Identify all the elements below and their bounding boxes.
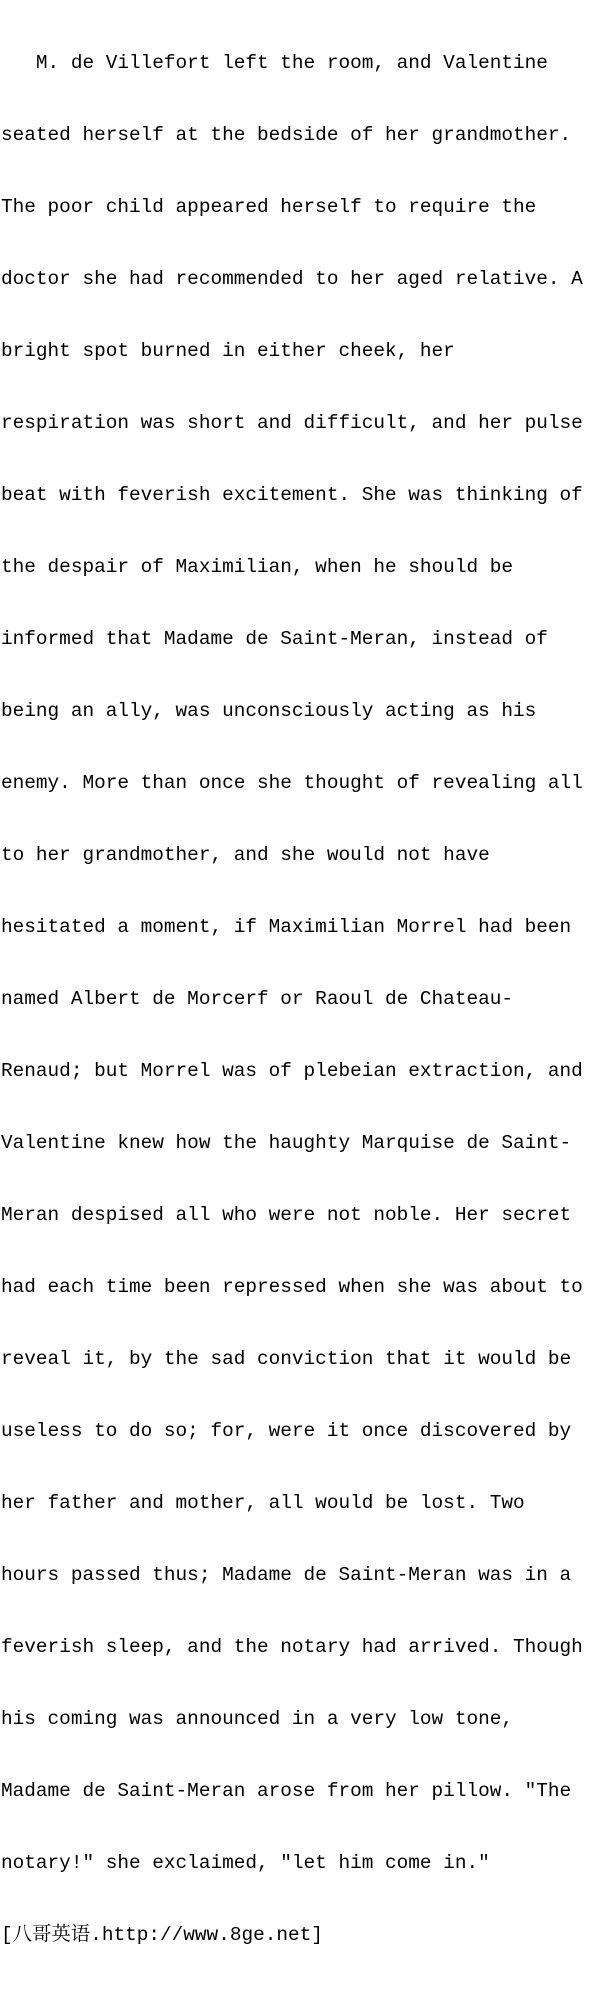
text-line-23: feverish sleep, and the notary had arrived. Though: [1, 1636, 583, 1658]
text-line-10: being an ally, was unconsciously acting as his: [1, 700, 537, 722]
text-line-26: notary!" she exclaimed, "let him come in.": [1, 1852, 490, 1874]
text-line-22: hours passed thus; Madame de Saint-Meran was in a: [1, 1564, 572, 1586]
text-line-4: doctor she had recommended to her aged relative. A: [1, 268, 583, 290]
text-line-7: beat with feverish excitement. She was thinking of: [1, 484, 583, 506]
text-line-16: Valentine knew how the haughty Marquise de Saint-: [1, 1132, 572, 1154]
text-line-17: Meran despised all who were not noble. Her secret: [1, 1204, 572, 1226]
text-line-15: Renaud; but Morrel was of plebeian extraction, and: [1, 1060, 583, 1082]
text-line-2: seated herself at the bedside of her grandmother.: [1, 124, 572, 146]
text-line-14: named Albert de Morcerf or Raoul de Chateau-: [1, 988, 513, 1010]
text-line-20: useless to do so; for, were it once discovered by: [1, 1420, 572, 1442]
text-line-24: his coming was announced in a very low tone,: [1, 1708, 513, 1730]
text-line-13: hesitated a moment, if Maximilian Morrel had been: [1, 916, 572, 938]
text-line-5: bright spot burned in either cheek, her: [1, 340, 455, 362]
text-line-21: her father and mother, all would be lost. Two: [1, 1492, 525, 1514]
text-line-3: The poor child appeared herself to require the: [1, 196, 537, 218]
text-line-12: to her grandmother, and she would not have: [1, 844, 490, 866]
text-line-18: had each time been repressed when she was about to: [1, 1276, 583, 1298]
text-line-25: Madame de Saint-Meran arose from her pillow. "The: [1, 1780, 572, 1802]
text-line-19: reveal it, by the sad conviction that it would be: [1, 1348, 572, 1370]
source-link-text: [八哥英语.http://www.8ge.net]: [1, 1924, 323, 1946]
text-line-8: the despair of Maximilian, when he should be: [1, 556, 513, 578]
text-line-11: enemy. More than once she thought of revealing all: [1, 772, 583, 794]
text-line-9: informed that Madame de Saint-Meran, instead of: [1, 628, 548, 650]
text-line-6: respiration was short and difficult, and her pulse: [1, 412, 583, 434]
text-line-1: M. de Villefort left the room, and Valentine: [1, 52, 548, 74]
passage-text: [1, 3, 600, 1995]
